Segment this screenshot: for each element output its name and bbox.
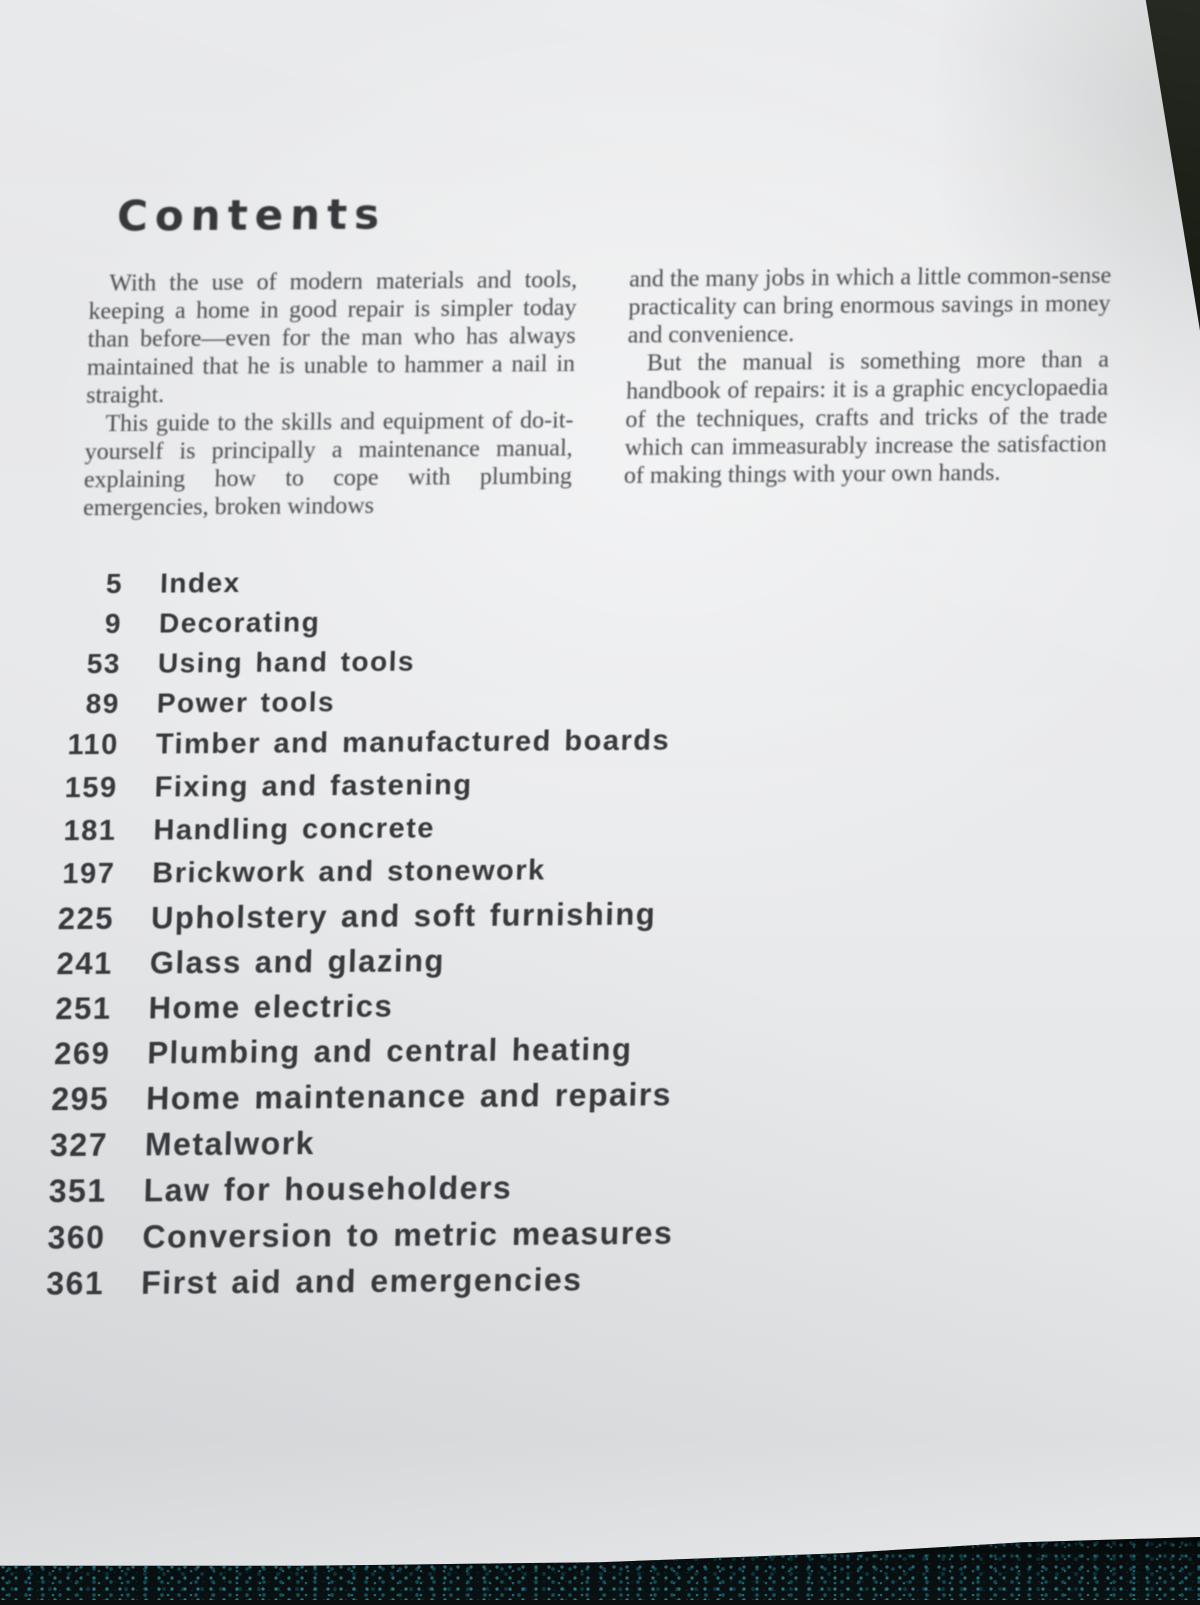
toc-page-number: 181 xyxy=(63,814,117,848)
toc-chapter-title: Plumbing and central heating xyxy=(146,1031,633,1071)
toc-chapter-title: Using hand tools xyxy=(157,645,416,679)
toc-page-number: 351 xyxy=(48,1172,108,1210)
toc-entry xyxy=(8,1163,675,1214)
intro-right-column xyxy=(623,262,1112,518)
toc-page-number: 269 xyxy=(53,1035,111,1072)
intro-left-column xyxy=(83,266,578,522)
toc-page-number: 225 xyxy=(57,900,115,937)
toc-chapter-title: First aid and emergencies xyxy=(140,1261,584,1301)
toc-chapter-title: Fixing and fastening xyxy=(154,769,474,804)
intro-paragraph: With the use of modern materials and tools, keeping a home in good repair is simpler today than before—even for the man who has always maintained that he is unable to hammer a nail in straight. xyxy=(85,267,578,410)
toc-chapter-title: Index xyxy=(159,566,242,599)
toc-page-number: 295 xyxy=(50,1080,110,1118)
toc-entry xyxy=(6,1255,673,1306)
toc-entry xyxy=(18,805,685,853)
toc-entry xyxy=(15,891,682,941)
toc-entry xyxy=(7,1209,674,1260)
toc-entry xyxy=(24,599,691,644)
toc-entry xyxy=(22,639,689,684)
toc-entry xyxy=(13,981,680,1031)
page-title: Contents xyxy=(116,189,387,241)
toc-page-number: 159 xyxy=(64,771,119,805)
toc-chapter-title: Handling concrete xyxy=(153,812,436,847)
toc-entry xyxy=(21,679,688,724)
toc-chapter-title: Power tools xyxy=(156,686,336,719)
toc-page-number: 241 xyxy=(56,945,114,982)
toc-page-number: 197 xyxy=(61,857,116,891)
toc-entry xyxy=(20,719,687,767)
table-of-contents xyxy=(6,559,692,1306)
intro-text xyxy=(83,262,1112,522)
toc-page-number: 361 xyxy=(45,1264,105,1302)
toc-page-number: 327 xyxy=(49,1126,109,1164)
toc-entry xyxy=(12,1026,679,1076)
toc-page-number: 53 xyxy=(86,647,122,680)
toc-page-number: 9 xyxy=(104,607,123,639)
toc-entry xyxy=(25,559,692,604)
toc-entry xyxy=(19,762,686,810)
toc-page-number: 360 xyxy=(47,1218,106,1256)
toc-entry xyxy=(9,1117,676,1168)
toc-chapter-title: Brickwork and stonework xyxy=(151,854,547,890)
toc-chapter-title: Timber and manufactured boards xyxy=(155,724,671,761)
toc-entry xyxy=(11,1071,678,1122)
toc-chapter-title: Home maintenance and repairs xyxy=(145,1076,673,1117)
toc-chapter-title: Conversion to metric measures xyxy=(141,1214,674,1255)
toc-chapter-title: Decorating xyxy=(158,606,321,639)
toc-chapter-title: Upholstery and soft furnishing xyxy=(150,896,657,936)
toc-chapter-title: Glass and glazing xyxy=(149,943,446,981)
toc-page-number: 251 xyxy=(54,990,113,1027)
toc-chapter-title: Law for householders xyxy=(143,1169,513,1209)
intro-paragraph: and the many jobs in which a little common-sense practicality can bring enormous savings in money and convenience. xyxy=(627,262,1112,349)
toc-entry xyxy=(17,848,684,896)
intro-paragraph: This guide to the skills and equipment of do-it-yourself is principally a maintenance manual, explaining how to cope with plumbing emergencies, broken windows xyxy=(82,407,574,522)
intro-paragraph: But the manual is something more than a handbook of repairs: it is a graphic encyclopaedia of the techniques, crafts and tricks of the trade which can immeasurably increase the satisfaction of making things with your own hands. xyxy=(623,346,1110,489)
toc-page-number: 89 xyxy=(85,687,121,720)
toc-page-number: 5 xyxy=(105,567,124,599)
toc-chapter-title: Home electrics xyxy=(148,988,394,1026)
toc-entry xyxy=(14,936,681,986)
toc-chapter-title: Metalwork xyxy=(144,1125,316,1163)
toc-page-number: 110 xyxy=(67,728,120,762)
